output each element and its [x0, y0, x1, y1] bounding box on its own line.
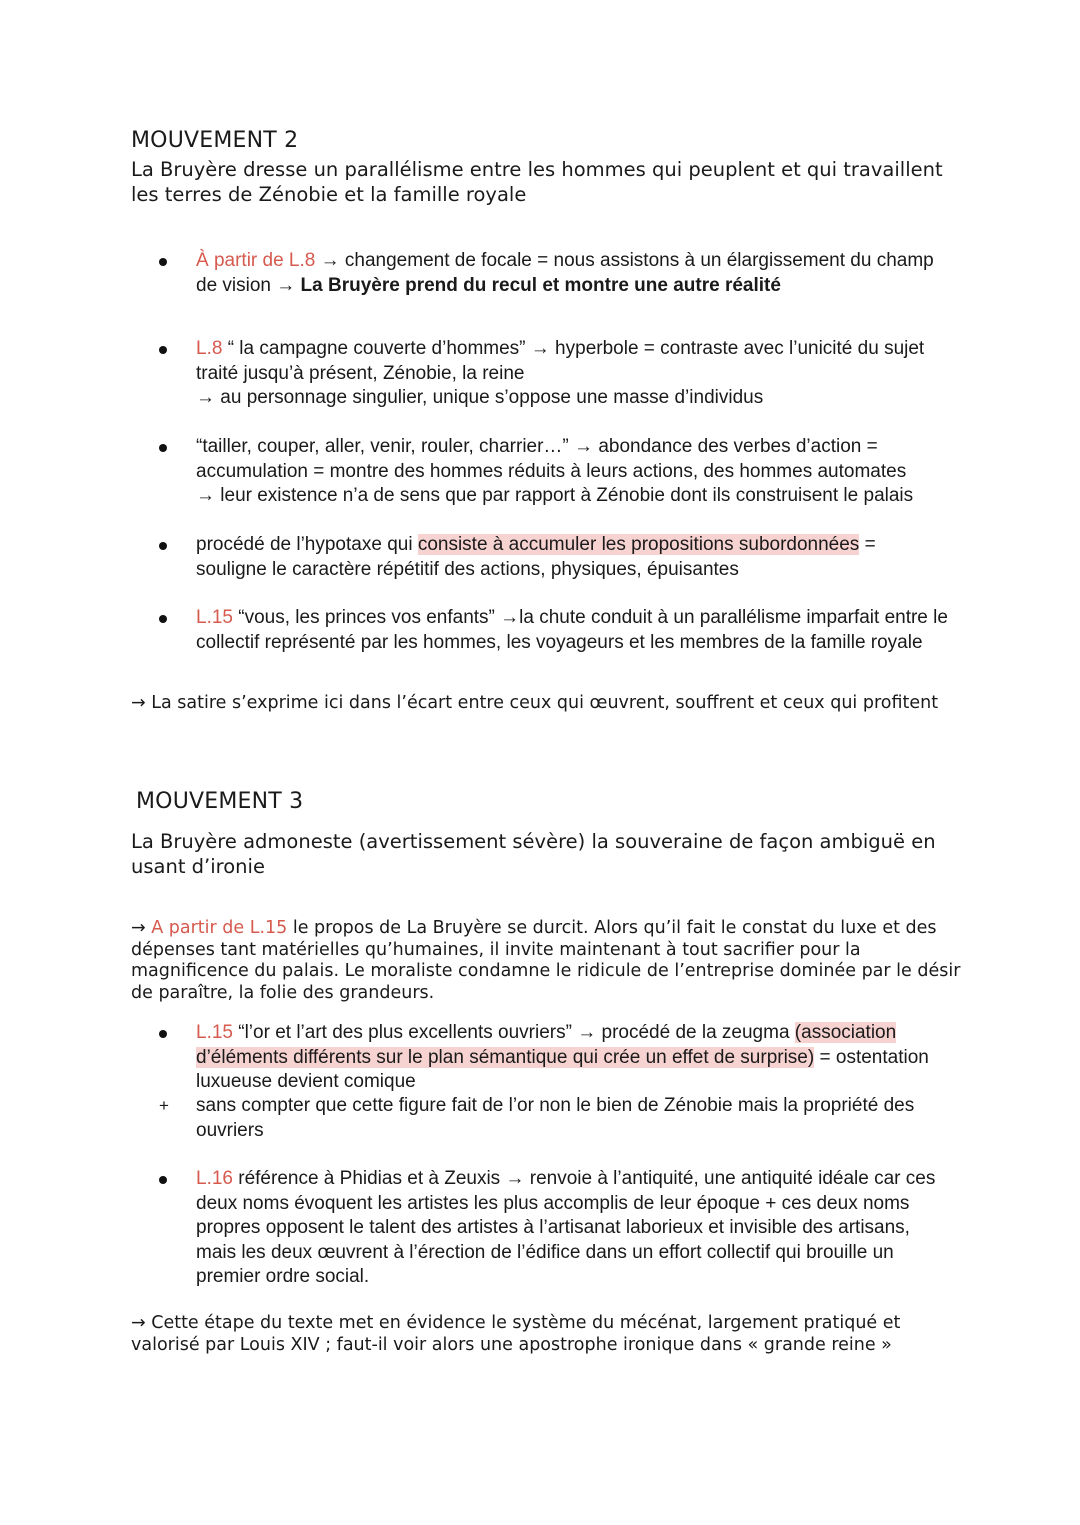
section-heading-mouvement-3: MOUVEMENT 3 — [136, 789, 304, 814]
list-item-subline: → au personnage singulier, unique s’oppose une masse d’individus — [196, 387, 764, 408]
bullet-icon — [159, 606, 179, 631]
bullet-icon — [159, 533, 179, 558]
list-item-text: procédé de l’hypotaxe qui — [196, 534, 418, 555]
line-reference: L.16 — [196, 1168, 233, 1189]
section-paragraph-mouvement-3 — [131, 918, 961, 1004]
bullet-icon — [159, 249, 179, 274]
list-item — [159, 337, 949, 411]
list-item-text: = souligne le caractère répétitif des actions, physiques, épuisantes — [196, 534, 876, 580]
line-reference: À partir de L.8 — [196, 250, 316, 271]
list-item-text: “vous, les princes vos enfants” →la chute conduit à un parallélisme imparfait entre le collectif représenté par les hommes, les voyageurs et les membres de la famille royale — [196, 607, 948, 653]
highlighted-text: (association d’éléments différents sur le plan sémantique qui crée un effet de surprise) — [196, 1022, 897, 1068]
list-item-text: → changement de focale = nous assistons à un élargissement du champ de vision → — [196, 250, 934, 296]
section-conclusion-mouvement-3: → Cette étape du texte met en évidence le système du mécénat, largement pratiqué et valorisé par Louis XIV ; faut-il voir alors une apostrophe ironique dans « grande reine » — [131, 1313, 901, 1355]
line-reference: L.15 — [196, 1022, 233, 1043]
list-item-text: “ la campagne couverte d’hommes” → hyperbole = contraste avec l’unicité du sujet traité jusqu’à présent, Zénobie, la reine — [196, 338, 925, 384]
bold-text: La Bruyère prend du recul et montre une autre réalité — [300, 274, 781, 296]
list-item-text: référence à Phidias et à Zeuxis → renvoie à l’antiquité, une antiquité idéale car ces deux noms évoquent les artistes les plus accomplis de leur époque + ces deux noms propres opposent le talent des artistes à l’artisanat laborieux et invisible des artisans, mais les deux œuvrent à l’érection de l’édifice dans un effort collectif qui brouille un premier ordre social. — [196, 1168, 936, 1287]
paragraph-text: le propos de La Bruyère se durcit. Alors qu’il fait le constat du luxe et des dépenses tant matérielles qu’humaines, il invite maintenant à tout sacrifier pour la magnificence du palais. Le moraliste condamne le ridicule de l’entreprise dominée par le désir de paraître, la folie des grandeurs. — [131, 918, 961, 1003]
line-reference: A partir de L.15 — [151, 918, 288, 938]
arrow-text: → — [131, 918, 152, 938]
list-item-subline: → leur existence n’a de sens que par rapport à Zénobie dont ils construisent le palais — [196, 485, 914, 506]
list-item-text: sans compter que cette figure fait de l’or non le bien de Zénobie mais la propriété des ouvriers — [196, 1095, 915, 1141]
highlighted-text: consiste à accumuler les propositions subordonnées — [417, 534, 860, 555]
line-reference: L.8 — [196, 338, 223, 359]
list-item — [159, 1167, 949, 1290]
line-reference: L.15 — [196, 607, 233, 628]
section-intro-mouvement-2: La Bruyère dresse un parallélisme entre les hommes qui peuplent et qui travaillent les terres de Zénobie et la famille royale — [131, 158, 943, 206]
list-item — [159, 1021, 949, 1095]
bullet-icon — [159, 1021, 179, 1046]
bullet-icon — [159, 1167, 179, 1192]
section-heading-mouvement-2: MOUVEMENT 2 — [131, 128, 299, 153]
list-item — [159, 249, 949, 298]
list-item — [159, 533, 949, 582]
section-conclusion-mouvement-2: → La satire s’exprime ici dans l’écart entre ceux qui œuvrent, souffrent et ceux qui profitent — [131, 693, 939, 713]
bullet-icon — [159, 435, 179, 460]
list-item — [159, 1094, 949, 1143]
plus-icon: + — [159, 1096, 169, 1115]
list-item-text: “l’or et l’art des plus excellents ouvriers” → procédé de la zeugma — [232, 1022, 795, 1043]
list-item — [159, 435, 949, 509]
bullet-icon — [159, 337, 179, 362]
list-item — [159, 606, 949, 655]
list-item-text: “tailler, couper, aller, venir, rouler, charrier…” → abondance des verbes d’action = accumulation = montre des hommes réduits à leurs actions, des hommes automates — [196, 436, 907, 482]
section-intro-mouvement-3: La Bruyère admoneste (avertissement sévère) la souveraine de façon ambiguë en usant d’ironie — [131, 830, 936, 878]
list-item-text: = ostentation luxueuse devient comique — [196, 1046, 929, 1092]
